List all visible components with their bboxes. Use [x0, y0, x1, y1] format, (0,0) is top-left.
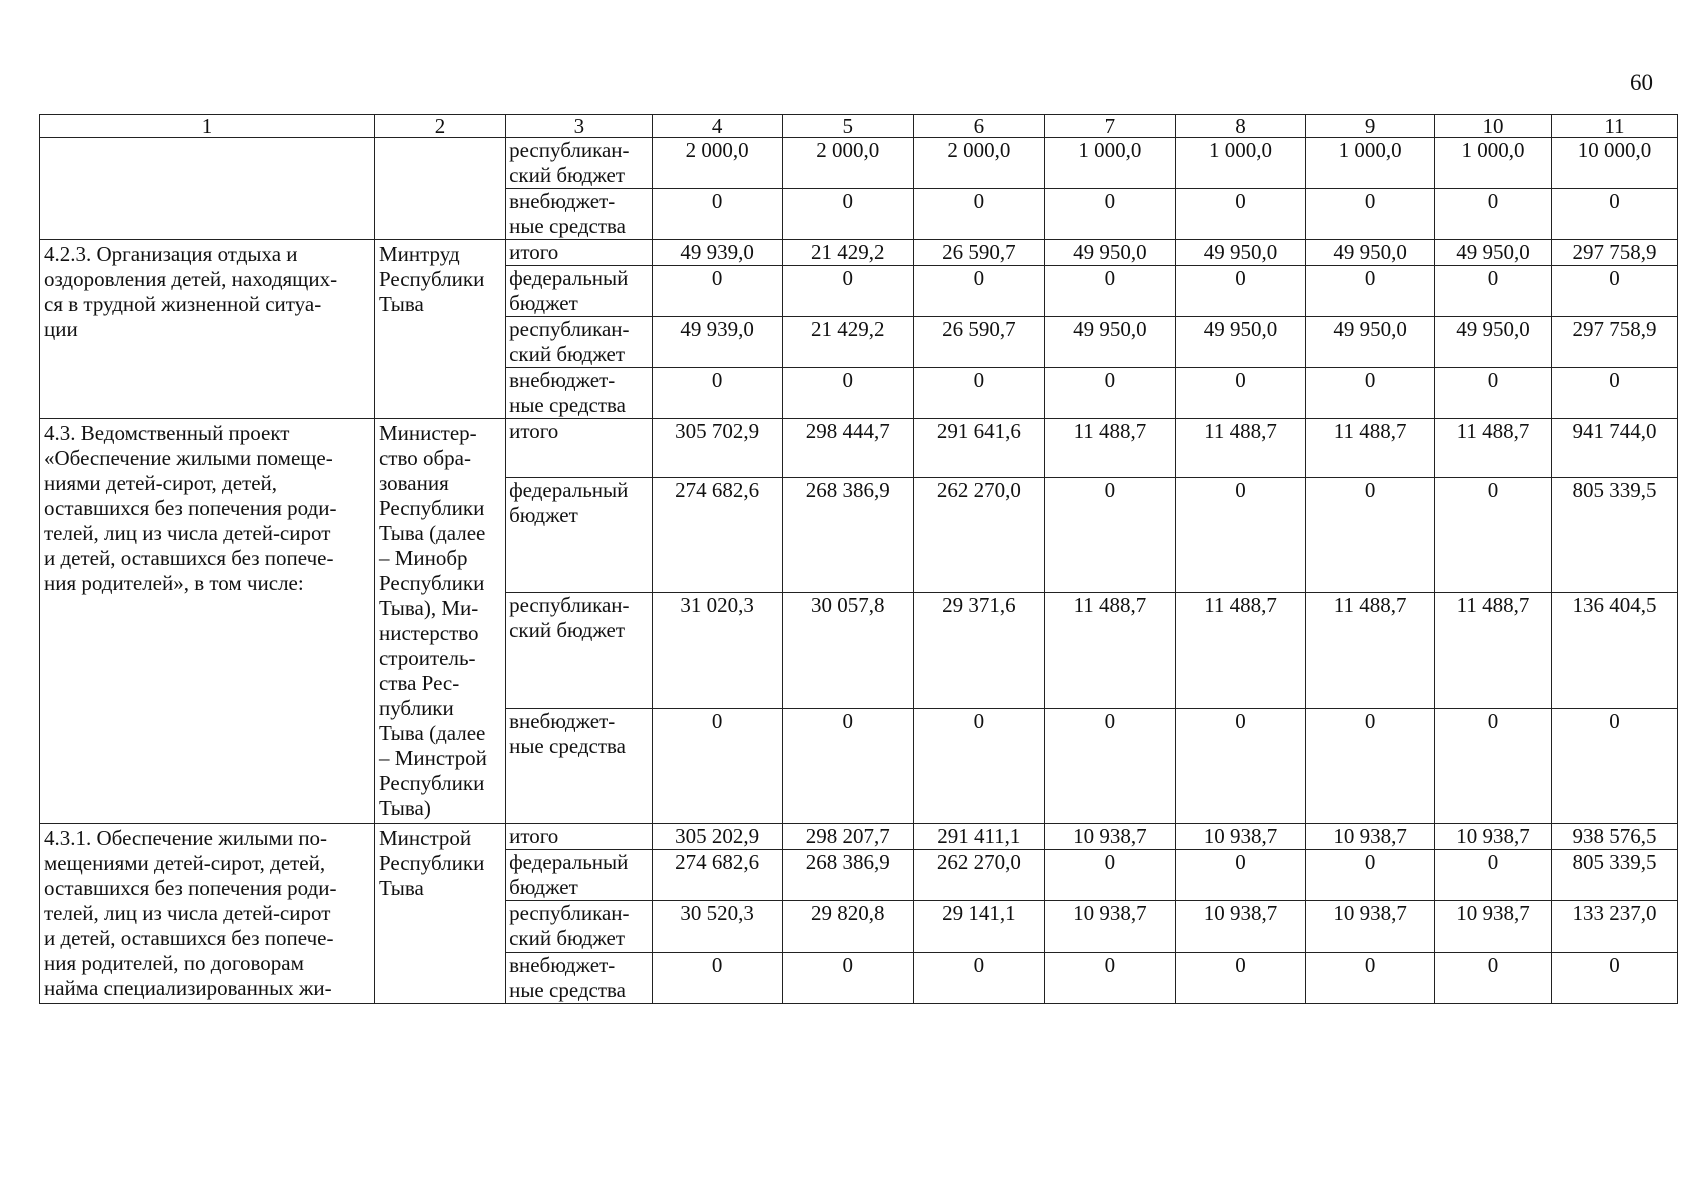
amount-cell: 262 270,0 — [913, 850, 1044, 901]
funding-source: федеральный бюджет — [506, 266, 652, 317]
amount-cell: 49 950,0 — [1306, 317, 1435, 368]
amount-cell: 30 520,3 — [652, 901, 782, 952]
table-row — [40, 138, 1678, 189]
amount-cell: 2 000,0 — [652, 138, 782, 189]
amount-cell: 30 057,8 — [782, 593, 913, 708]
amount-cell: 10 938,7 — [1306, 824, 1435, 850]
column-number: 8 — [1175, 115, 1305, 138]
table-row — [40, 240, 1678, 266]
funding-source: внебюджет- ные средства — [506, 368, 652, 419]
amount-cell: 0 — [652, 708, 782, 823]
amount-cell: 0 — [1175, 708, 1305, 823]
amount-cell: 2 000,0 — [782, 138, 913, 189]
amount-cell: 49 950,0 — [1044, 317, 1175, 368]
amount-cell: 0 — [782, 266, 913, 317]
column-number: 9 — [1306, 115, 1435, 138]
column-number: 11 — [1551, 115, 1677, 138]
amount-cell: 11 488,7 — [1435, 593, 1552, 708]
amount-cell: 291 411,1 — [913, 824, 1044, 850]
amount-cell: 0 — [782, 952, 913, 1003]
responsible-executor: Министер- ство обра- зования Республики Тыва (далее – Минобр Республики Тыва), Ми- нистерство строитель- ства Рес- публики Тыва (далее – Минстрой Республики Тыва) — [374, 419, 505, 824]
amount-cell: 0 — [1306, 368, 1435, 419]
amount-cell: 0 — [782, 189, 913, 240]
amount-cell: 11 488,7 — [1175, 419, 1305, 478]
amount-cell: 31 020,3 — [652, 593, 782, 708]
amount-cell: 0 — [913, 708, 1044, 823]
item-description: 4.3. Ведомственный проект «Обеспечение жилыми помеще- ниями детей-сирот, детей, оставшихся без попечения роди- телей, лиц из числа детей-сирот и детей, оставшихся без попече- ния родителей», в том числе: — [40, 419, 375, 824]
amount-cell: 10 000,0 — [1551, 138, 1677, 189]
amount-cell: 0 — [1175, 850, 1305, 901]
responsible-executor — [374, 138, 505, 240]
amount-cell: 0 — [1306, 708, 1435, 823]
amount-cell: 805 339,5 — [1551, 850, 1677, 901]
amount-cell: 0 — [1175, 477, 1305, 592]
page-number: 60 — [1630, 70, 1653, 95]
amount-cell: 10 938,7 — [1044, 901, 1175, 952]
amount-cell: 0 — [1044, 850, 1175, 901]
amount-cell: 29 141,1 — [913, 901, 1044, 952]
amount-cell: 0 — [1435, 189, 1552, 240]
table-row — [40, 824, 1678, 850]
item-description: 4.2.3. Организация отдыха и оздоровления детей, находящих- ся в трудной жизненной ситуа- ции — [40, 240, 375, 419]
amount-cell: 11 488,7 — [1175, 593, 1305, 708]
amount-cell: 29 820,8 — [782, 901, 913, 952]
amount-cell: 1 000,0 — [1306, 138, 1435, 189]
amount-cell: 0 — [1435, 266, 1552, 317]
responsible-executor: Минстрой Республики Тыва — [374, 824, 505, 1004]
amount-cell: 0 — [782, 708, 913, 823]
amount-cell: 11 488,7 — [1306, 593, 1435, 708]
amount-cell: 274 682,6 — [652, 477, 782, 592]
amount-cell: 0 — [1044, 708, 1175, 823]
amount-cell: 0 — [1435, 850, 1552, 901]
amount-cell: 0 — [1435, 952, 1552, 1003]
amount-cell: 0 — [652, 189, 782, 240]
amount-cell: 0 — [1551, 952, 1677, 1003]
funding-source: внебюджет- ные средства — [506, 189, 652, 240]
amount-cell: 133 237,0 — [1551, 901, 1677, 952]
amount-cell: 49 939,0 — [652, 317, 782, 368]
funding-source: республикан- ский бюджет — [506, 138, 652, 189]
amount-cell: 0 — [1551, 368, 1677, 419]
amount-cell: 49 939,0 — [652, 240, 782, 266]
amount-cell: 0 — [1306, 850, 1435, 901]
amount-cell: 0 — [913, 952, 1044, 1003]
amount-cell: 0 — [1435, 368, 1552, 419]
amount-cell: 298 207,7 — [782, 824, 913, 850]
amount-cell: 0 — [1044, 368, 1175, 419]
amount-cell: 49 950,0 — [1306, 240, 1435, 266]
amount-cell: 136 404,5 — [1551, 593, 1677, 708]
amount-cell: 0 — [1306, 266, 1435, 317]
amount-cell: 10 938,7 — [1306, 901, 1435, 952]
amount-cell: 10 938,7 — [1175, 901, 1305, 952]
column-number: 2 — [374, 115, 505, 138]
amount-cell: 0 — [913, 266, 1044, 317]
amount-cell: 0 — [1551, 266, 1677, 317]
amount-cell: 0 — [1175, 952, 1305, 1003]
amount-cell: 262 270,0 — [913, 477, 1044, 592]
responsible-executor: Минтруд Республики Тыва — [374, 240, 505, 419]
amount-cell: 805 339,5 — [1551, 477, 1677, 592]
funding-source: внебюджет- ные средства — [506, 952, 652, 1003]
funding-source: федеральный бюджет — [506, 850, 652, 901]
amount-cell: 2 000,0 — [913, 138, 1044, 189]
amount-cell: 0 — [913, 368, 1044, 419]
amount-cell: 1 000,0 — [1435, 138, 1552, 189]
amount-cell: 0 — [652, 266, 782, 317]
amount-cell: 0 — [1044, 477, 1175, 592]
amount-cell: 0 — [1175, 368, 1305, 419]
amount-cell: 49 950,0 — [1435, 240, 1552, 266]
column-number-row — [40, 115, 1678, 138]
amount-cell: 0 — [1044, 952, 1175, 1003]
amount-cell: 274 682,6 — [652, 850, 782, 901]
amount-cell: 26 590,7 — [913, 240, 1044, 266]
amount-cell: 10 938,7 — [1044, 824, 1175, 850]
amount-cell: 49 950,0 — [1435, 317, 1552, 368]
amount-cell: 268 386,9 — [782, 477, 913, 592]
amount-cell: 49 950,0 — [1175, 240, 1305, 266]
column-number: 3 — [506, 115, 652, 138]
amount-cell: 0 — [1044, 189, 1175, 240]
amount-cell: 941 744,0 — [1551, 419, 1677, 478]
amount-cell: 0 — [1551, 189, 1677, 240]
amount-cell: 938 576,5 — [1551, 824, 1677, 850]
amount-cell: 0 — [1044, 266, 1175, 317]
column-number: 4 — [652, 115, 782, 138]
amount-cell: 0 — [1551, 708, 1677, 823]
amount-cell: 0 — [1306, 477, 1435, 592]
item-description: 4.3.1. Обеспечение жилыми по- мещениями детей-сирот, детей, оставшихся без попечения роди- телей, лиц из числа детей-сирот и детей, оставшихся без попече- ния родителей, по договорам найма специализированных жи- — [40, 824, 375, 1004]
amount-cell: 305 702,9 — [652, 419, 782, 478]
amount-cell: 0 — [913, 189, 1044, 240]
amount-cell: 10 938,7 — [1175, 824, 1305, 850]
amount-cell: 26 590,7 — [913, 317, 1044, 368]
amount-cell: 298 444,7 — [782, 419, 913, 478]
amount-cell: 268 386,9 — [782, 850, 913, 901]
amount-cell: 305 202,9 — [652, 824, 782, 850]
column-number: 7 — [1044, 115, 1175, 138]
amount-cell: 11 488,7 — [1306, 419, 1435, 478]
amount-cell: 1 000,0 — [1044, 138, 1175, 189]
funding-source: итого — [506, 240, 652, 266]
amount-cell: 297 758,9 — [1551, 240, 1677, 266]
amount-cell: 0 — [782, 368, 913, 419]
item-description — [40, 138, 375, 240]
amount-cell: 29 371,6 — [913, 593, 1044, 708]
amount-cell: 291 641,6 — [913, 419, 1044, 478]
amount-cell: 0 — [652, 952, 782, 1003]
funding-source: итого — [506, 824, 652, 850]
table-row — [40, 419, 1678, 478]
amount-cell: 0 — [652, 368, 782, 419]
amount-cell: 297 758,9 — [1551, 317, 1677, 368]
amount-cell: 1 000,0 — [1175, 138, 1305, 189]
amount-cell: 10 938,7 — [1435, 824, 1552, 850]
amount-cell: 0 — [1175, 189, 1305, 240]
amount-cell: 11 488,7 — [1044, 593, 1175, 708]
funding-source: республикан- ский бюджет — [506, 317, 652, 368]
amount-cell: 11 488,7 — [1044, 419, 1175, 478]
column-number: 6 — [913, 115, 1044, 138]
amount-cell: 10 938,7 — [1435, 901, 1552, 952]
amount-cell: 21 429,2 — [782, 240, 913, 266]
column-number: 10 — [1435, 115, 1552, 138]
amount-cell: 0 — [1306, 952, 1435, 1003]
funding-source: итого — [506, 419, 652, 478]
column-number: 1 — [40, 115, 375, 138]
funding-source: федеральный бюджет — [506, 477, 652, 592]
amount-cell: 0 — [1306, 189, 1435, 240]
amount-cell: 0 — [1435, 477, 1552, 592]
amount-cell: 11 488,7 — [1435, 419, 1552, 478]
amount-cell: 0 — [1175, 266, 1305, 317]
funding-source: республикан- ский бюджет — [506, 901, 652, 952]
amount-cell: 0 — [1435, 708, 1552, 823]
funding-source: республикан- ский бюджет — [506, 593, 652, 708]
budget-table — [39, 114, 1678, 1004]
funding-source: внебюджет- ные средства — [506, 708, 652, 823]
amount-cell: 49 950,0 — [1175, 317, 1305, 368]
column-number: 5 — [782, 115, 913, 138]
amount-cell: 49 950,0 — [1044, 240, 1175, 266]
amount-cell: 21 429,2 — [782, 317, 913, 368]
